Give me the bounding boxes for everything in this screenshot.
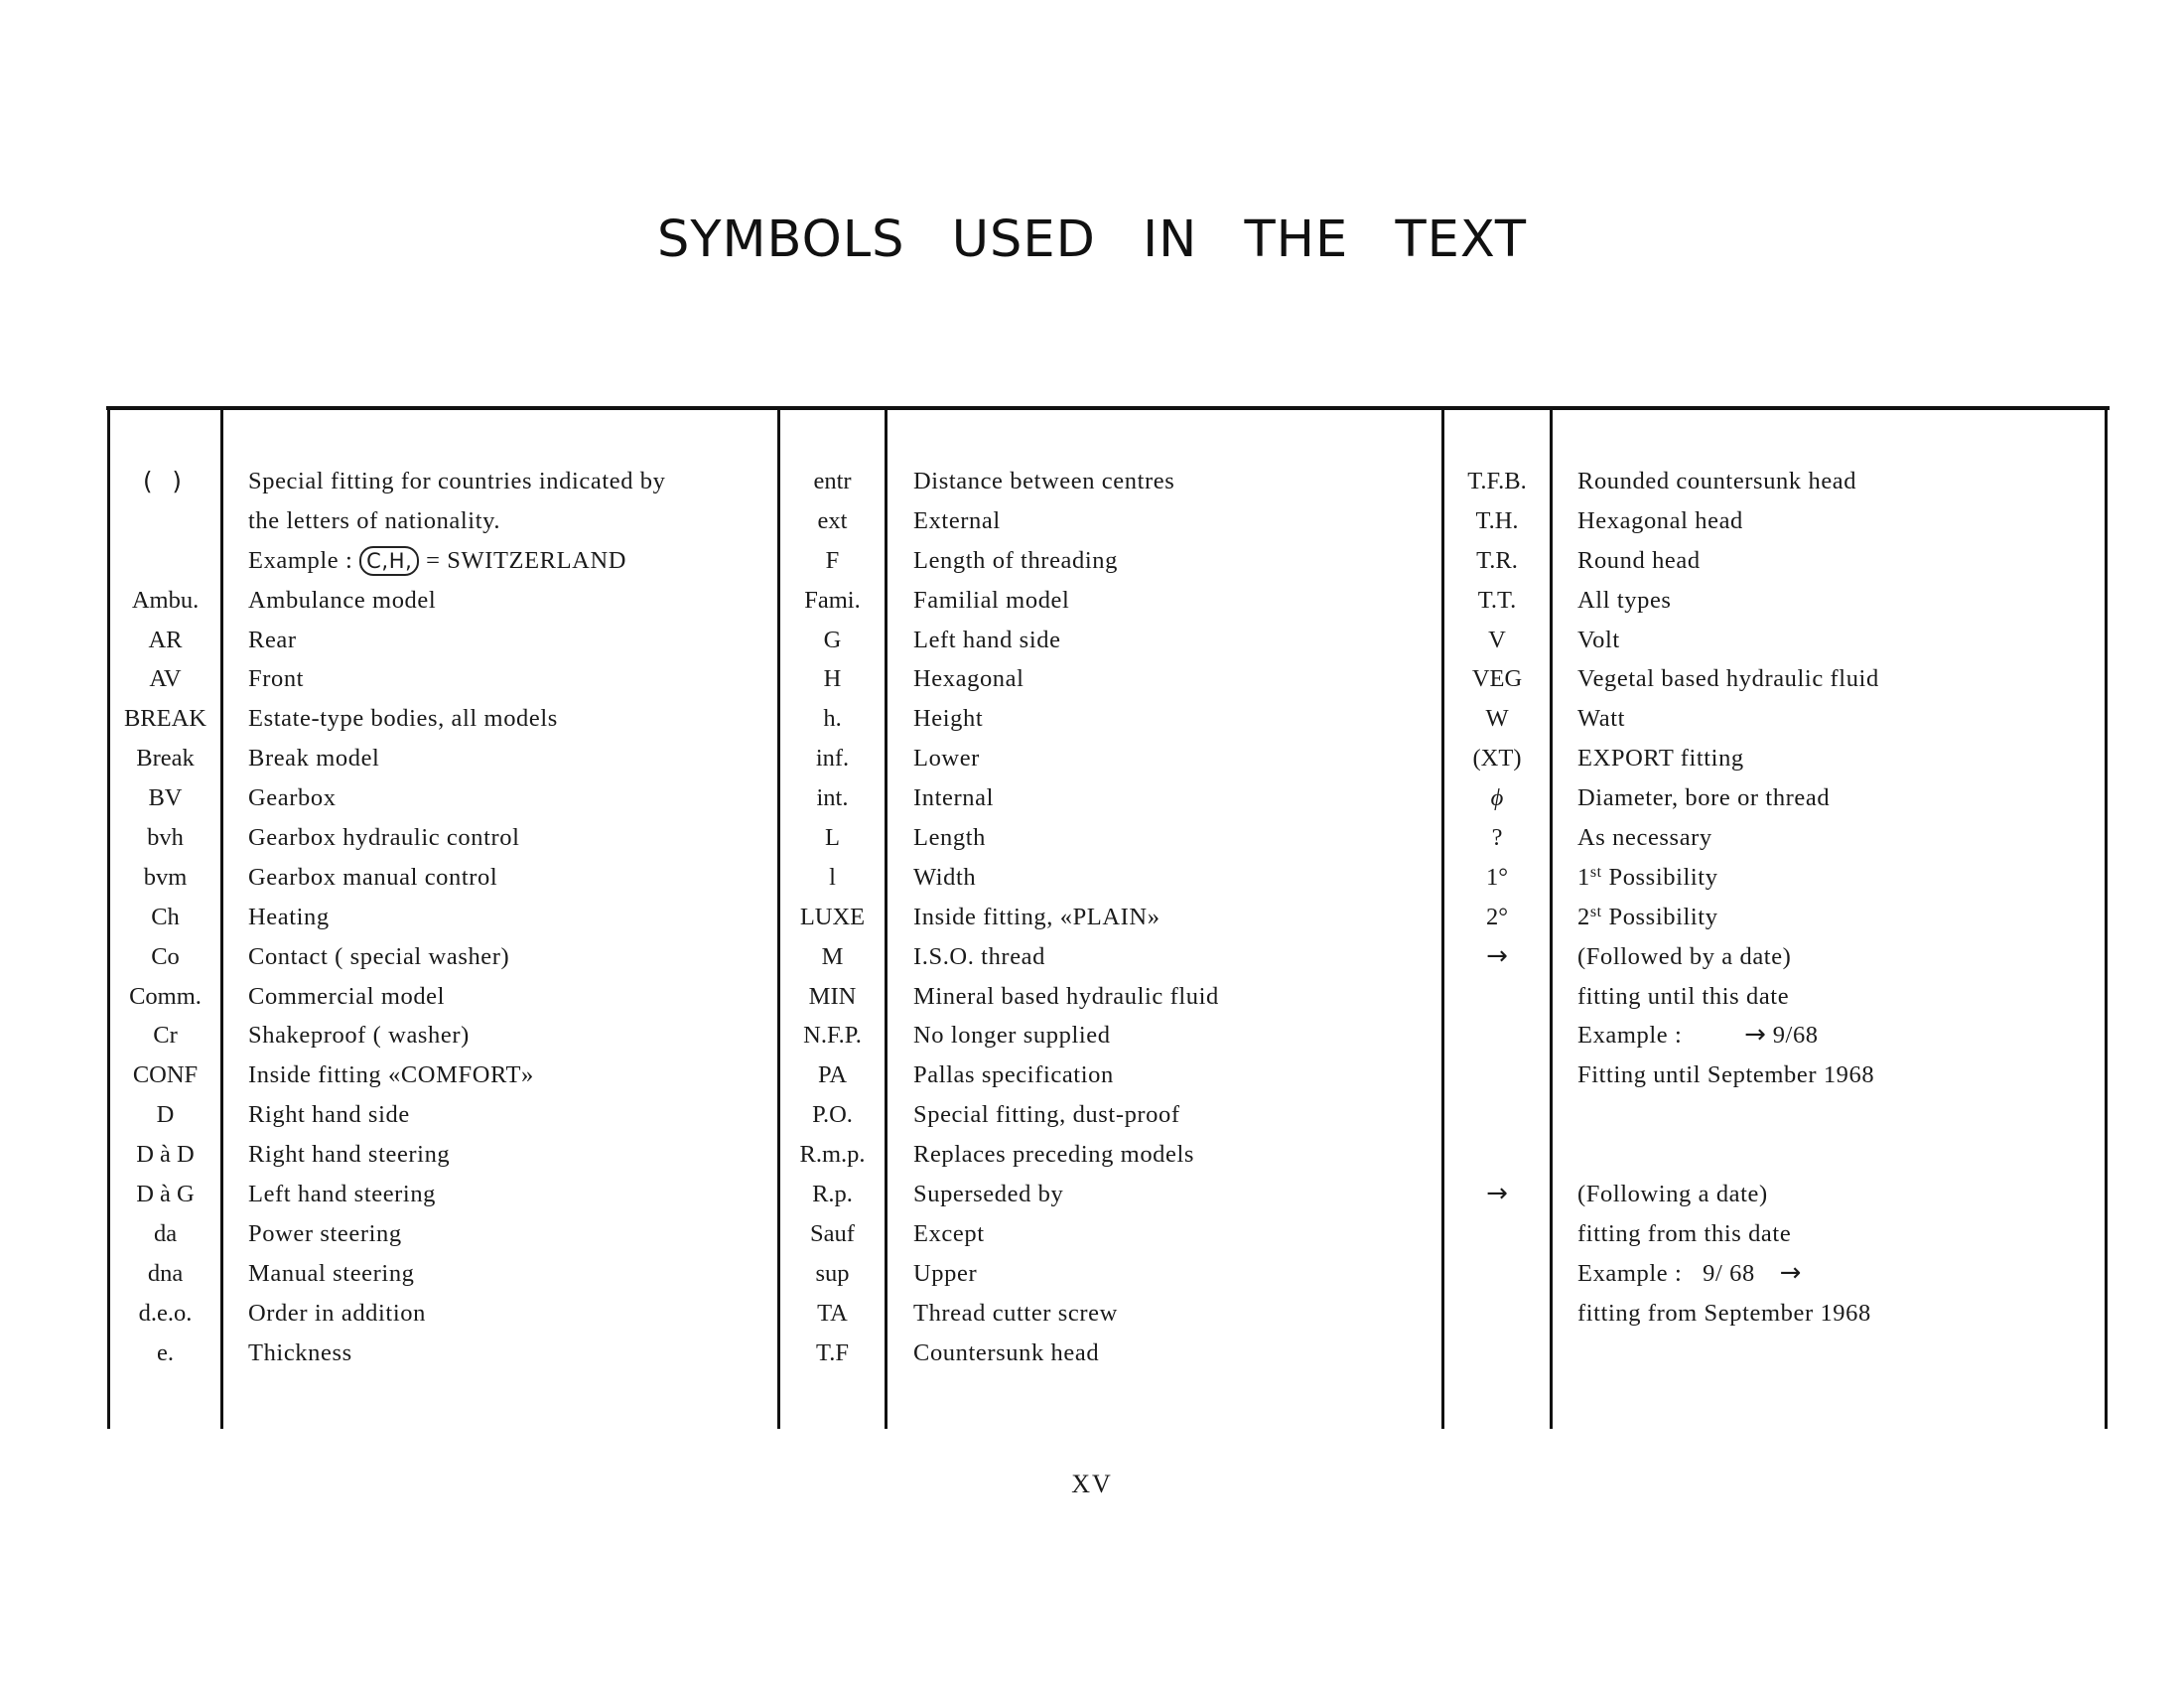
symbol-cell: Cr — [153, 1022, 178, 1050]
description-cell: Internal — [913, 784, 994, 812]
description-cell: External — [913, 506, 1001, 534]
description-cell: Mineral based hydraulic fluid — [913, 982, 1219, 1010]
divider-1 — [220, 406, 223, 1429]
symbol-cell: Fami. — [804, 586, 861, 614]
description-cell — [1575, 1095, 2102, 1135]
description-cell: Front — [248, 665, 305, 693]
symbol-cell: bvh — [147, 824, 184, 852]
arrow-right-icon: → — [1744, 1020, 1766, 1051]
symbol-cell: T.F.B. — [1467, 468, 1527, 494]
description-cell: Inside fitting «COMFORT» — [248, 1061, 534, 1089]
description-cell: Gearbox manual control — [248, 863, 498, 891]
description-cell: Gearbox — [248, 784, 337, 812]
symbol-cell: int. — [816, 784, 849, 812]
symbol-cell: T.H. — [1475, 506, 1519, 534]
description-cell: (Followed by a date) — [1577, 942, 1792, 970]
column3-descriptions — [1575, 462, 2102, 1372]
description-cell: Round head — [1577, 546, 1701, 574]
example-label: Example : — [1577, 1259, 1683, 1287]
symbol-cell: bvm — [143, 863, 188, 891]
description-cell: Hexagonal head — [1577, 506, 1743, 534]
arrow-right-icon: → — [1486, 940, 1508, 971]
symbol-cell — [1444, 1135, 1550, 1175]
possibility-label: Possibility — [1608, 903, 1718, 930]
symbol-cell: inf. — [815, 745, 850, 773]
description-cell: Order in addition — [248, 1299, 426, 1327]
description-cell: Fitting until September 1968 — [1577, 1061, 1875, 1089]
symbol-cell: h. — [823, 705, 842, 733]
symbol-cell: dna — [147, 1259, 184, 1287]
symbol-bracket-pair — [110, 462, 220, 501]
description-cell: No longer supplied — [913, 1022, 1111, 1050]
symbol-cell: LUXE — [799, 903, 866, 930]
description-cell: Pallas specification — [913, 1061, 1114, 1089]
description-cell: Hexagonal — [913, 665, 1024, 693]
second-possibility — [1575, 898, 2102, 937]
arrow-right-icon — [1444, 1175, 1550, 1214]
symbol-cell — [110, 541, 220, 581]
ordinal-number: 2 — [1577, 903, 1590, 930]
symbol-cell: (XT) — [1472, 745, 1522, 773]
example-from-line — [1575, 1254, 2102, 1294]
divider-3 — [885, 406, 887, 1429]
symbol-cell — [1444, 1254, 1550, 1294]
description-cell: Except — [913, 1219, 985, 1247]
description-cell — [1575, 1334, 2102, 1373]
description-cell: Break model — [248, 745, 380, 773]
example-label: Example : — [248, 546, 353, 574]
description-cell: (Following a date) — [1577, 1181, 1768, 1208]
symbol-cell — [1444, 1294, 1550, 1334]
description-cell: Power steering — [248, 1219, 402, 1247]
divider-5 — [1550, 406, 1553, 1429]
arrow-right-icon — [1444, 937, 1550, 977]
description-cell: Special fitting for countries indicated by — [248, 468, 666, 494]
symbol-cell — [110, 501, 220, 541]
symbol-cell: da — [153, 1219, 178, 1247]
description-cell: As necessary — [1577, 824, 1712, 852]
ordinal-suffix: st — [1589, 863, 1602, 881]
symbol-cell: Ambu. — [131, 586, 200, 614]
symbol-cell: sup — [815, 1259, 850, 1287]
symbol-cell: M — [821, 942, 844, 970]
description-cell: Inside fitting, «PLAIN» — [913, 903, 1160, 930]
symbol-cell: D à D — [136, 1141, 195, 1169]
description-cell: Ambulance model — [248, 586, 437, 614]
description-cell: Watt — [1577, 705, 1626, 733]
symbol-cell: e. — [157, 1338, 174, 1366]
description-cell: Length of threading — [913, 546, 1118, 574]
symbol-cell: L — [825, 824, 840, 852]
column2-symbols — [780, 462, 885, 1372]
example-line — [246, 541, 772, 581]
symbol-cell: TA — [817, 1299, 848, 1327]
symbol-cell: ext — [817, 506, 848, 534]
symbol-cell: T.R. — [1476, 546, 1518, 574]
symbol-cell: d.e.o. — [138, 1299, 193, 1327]
ordinal-suffix: st — [1589, 903, 1602, 920]
symbol-cell: CONF — [132, 1061, 199, 1089]
description-cell: fitting until this date — [1577, 982, 1790, 1010]
example-result: = SWITZERLAND — [426, 546, 627, 574]
symbol-cell — [1444, 1214, 1550, 1254]
symbol-cell: BREAK — [123, 705, 207, 733]
symbol-cell — [1444, 1055, 1550, 1095]
description-cell: Left hand steering — [248, 1181, 437, 1208]
description-cell: Manual steering — [248, 1259, 415, 1287]
symbol-cell: Break — [136, 745, 195, 773]
description-cell: fitting from September 1968 — [1577, 1299, 1871, 1327]
column1-symbols — [110, 462, 220, 1372]
description-cell: Familial model — [913, 586, 1070, 614]
description-cell: Special fitting, dust-proof — [913, 1101, 1180, 1129]
description-cell: Height — [913, 705, 984, 733]
page-number: XV — [1071, 1470, 1113, 1498]
ordinal-number: 1 — [1577, 863, 1590, 891]
description-cell: EXPORT fitting — [1577, 745, 1744, 773]
circled-nationality-icon: C,H, — [359, 546, 419, 576]
description-cell: Width — [913, 863, 977, 891]
symbol-cell: H — [823, 665, 842, 693]
symbol-cell — [1444, 1016, 1550, 1055]
example-date: 9/68 — [1772, 1022, 1819, 1050]
symbol-cell: D — [156, 1101, 175, 1129]
symbol-cell: PA — [817, 1061, 848, 1089]
column2-descriptions — [911, 462, 1437, 1372]
description-cell: Right hand side — [248, 1101, 410, 1129]
description-cell: Vegetal based hydraulic fluid — [1577, 665, 1879, 693]
symbol-cell — [1444, 1334, 1550, 1373]
description-cell: Distance between centres — [913, 468, 1175, 494]
bracket-symbol: ( ) — [143, 467, 188, 495]
page-title: SYMBOLS USED IN THE TEXT — [656, 211, 1528, 269]
symbol-cell: Ch — [151, 903, 180, 930]
description-cell: Right hand steering — [248, 1141, 451, 1169]
description-cell: Shakeproof ( washer) — [248, 1022, 470, 1050]
description-cell: Lower — [913, 745, 980, 773]
symbol-cell: F — [825, 546, 840, 574]
description-cell: Rounded countersunk head — [1577, 468, 1857, 494]
symbol-cell: entr — [813, 468, 852, 494]
symbol-cell: V — [1488, 626, 1506, 653]
description-cell: Volt — [1577, 626, 1620, 653]
column1-descriptions — [246, 462, 772, 1372]
symbol-cell: T.F — [816, 1338, 849, 1366]
symbol-cell — [1444, 977, 1550, 1017]
description-cell: Thread cutter screw — [913, 1299, 1118, 1327]
description-cell: Heating — [248, 903, 330, 930]
symbol-cell: T.T. — [1477, 586, 1517, 614]
diameter-icon: ϕ — [1490, 784, 1504, 812]
description-cell: Gearbox hydraulic control — [248, 824, 520, 852]
symbol-cell: MIN — [808, 982, 857, 1010]
arrow-right-icon: → — [1779, 1257, 1802, 1288]
symbol-cell: Comm. — [129, 982, 202, 1010]
symbol-cell: Sauf — [810, 1219, 855, 1247]
symbol-cell: W — [1485, 705, 1509, 733]
table-top-rule — [106, 406, 2110, 410]
symbol-cell: N.F.P. — [803, 1022, 862, 1050]
description-cell: Length — [913, 824, 986, 852]
description-cell: Thickness — [248, 1338, 352, 1366]
description-cell: Superseded by — [913, 1181, 1064, 1208]
description-cell: Countersunk head — [913, 1338, 1100, 1366]
description-cell: the letters of nationality. — [248, 506, 501, 534]
table-right-rule — [2105, 406, 2108, 1429]
arrow-right-icon: → — [1486, 1179, 1508, 1209]
symbol-cell: G — [823, 626, 842, 653]
symbol-cell: VEG — [1471, 665, 1523, 693]
symbol-cell — [1444, 1095, 1550, 1135]
symbol-cell: R.m.p. — [799, 1141, 866, 1169]
description-cell: Commercial model — [248, 982, 446, 1010]
symbol-cell: 1° — [1485, 863, 1509, 891]
description-cell: Rear — [248, 626, 297, 653]
symbol-cell: D à G — [136, 1181, 195, 1208]
symbol-cell: AR — [148, 626, 183, 653]
description-cell: All types — [1577, 586, 1672, 614]
description-cell: Estate-type bodies, all models — [248, 705, 558, 733]
symbol-cell: 2° — [1485, 903, 1509, 930]
description-cell: Left hand side — [913, 626, 1061, 653]
description-cell: fitting from this date — [1577, 1219, 1792, 1247]
symbol-cell: R.p. — [812, 1181, 853, 1208]
symbol-cell: AV — [149, 665, 182, 693]
description-cell: Replaces preceding models — [913, 1141, 1195, 1169]
description-cell: Upper — [913, 1259, 978, 1287]
symbol-cell: Co — [151, 942, 180, 970]
column3-symbols — [1444, 462, 1550, 1372]
possibility-label: Possibility — [1608, 863, 1718, 891]
description-cell: I.S.O. thread — [913, 942, 1045, 970]
symbol-cell: l — [829, 863, 836, 891]
description-cell: Diameter, bore or thread — [1577, 784, 1831, 812]
symbol-cell: ? — [1491, 824, 1503, 852]
description-cell — [1575, 1135, 2102, 1175]
symbol-cell: P.O. — [812, 1101, 853, 1129]
example-until-line — [1575, 1016, 2102, 1055]
example-label: Example : — [1577, 1022, 1683, 1050]
symbol-cell: BV — [148, 784, 183, 812]
example-date: 9/ 68 — [1703, 1259, 1755, 1287]
description-cell: Contact ( special washer) — [248, 942, 510, 970]
first-possibility — [1575, 858, 2102, 898]
